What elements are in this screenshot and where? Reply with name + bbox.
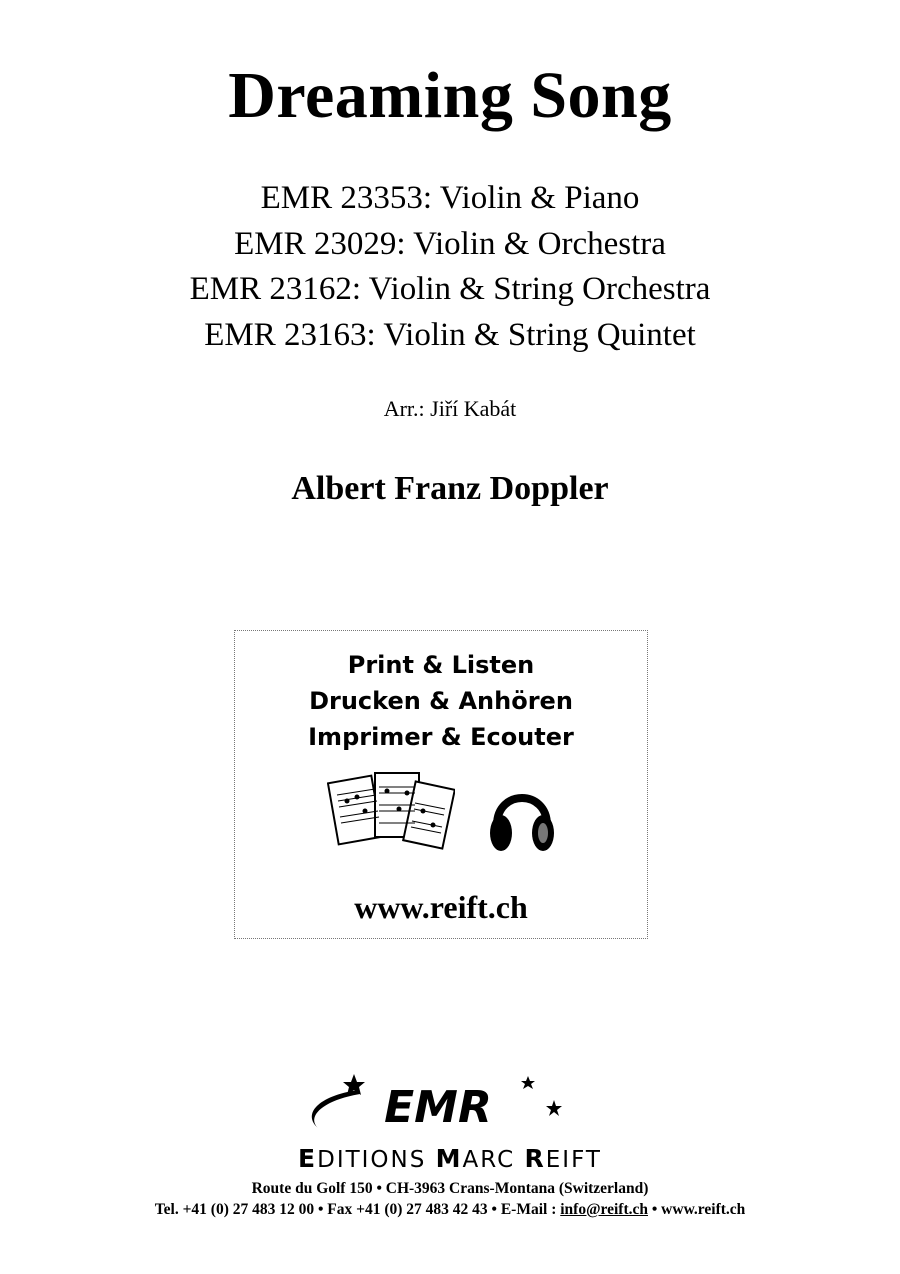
sheet-music-icon bbox=[327, 767, 455, 863]
headphones-icon bbox=[487, 775, 557, 863]
publisher-initial: M bbox=[435, 1144, 463, 1173]
edition-item: EMR 23029: Violin & Orchestra bbox=[234, 225, 666, 262]
email-link[interactable]: info@reift.ch bbox=[560, 1201, 648, 1218]
publisher-name bbox=[0, 1144, 900, 1173]
edition-item: EMR 23163: Violin & String Quintet bbox=[204, 316, 696, 353]
contact-phone-fax: Tel. +41 (0) 27 483 12 00 • Fax +41 (0) 27 483 42 43 • E-Mail : bbox=[154, 1201, 561, 1218]
promo-line: Imprimer & Ecouter bbox=[308, 723, 574, 751]
website-link[interactable]: www.reift.ch bbox=[354, 889, 528, 925]
logo-text: EMR bbox=[384, 1082, 492, 1133]
publisher-word: DITIONS bbox=[317, 1147, 436, 1173]
composer: Albert Franz Doppler bbox=[291, 470, 609, 507]
edition-item: EMR 23162: Violin & String Orchestra bbox=[189, 271, 711, 307]
promo-text bbox=[235, 647, 647, 755]
contact-website: • www.reift.ch bbox=[648, 1201, 746, 1218]
publisher-address: Route du Golf 150 • CH-3963 Crans-Montana (Switzerland) bbox=[251, 1180, 649, 1197]
promo-line: Print & Listen bbox=[347, 651, 535, 679]
publisher-word: ARC bbox=[462, 1147, 525, 1173]
edition-item: EMR 23353: Violin & Piano bbox=[260, 180, 640, 216]
publisher-contact bbox=[0, 1201, 900, 1219]
edition-list bbox=[0, 176, 900, 358]
publisher-word: EIFT bbox=[545, 1147, 602, 1173]
print-listen-box[interactable] bbox=[234, 630, 648, 939]
promo-line: Drucken & Anhören bbox=[309, 687, 573, 715]
arranger: Arr.: Jiří Kabát bbox=[383, 396, 517, 421]
publisher-initial: E bbox=[298, 1144, 318, 1173]
publisher-initial: R bbox=[524, 1144, 546, 1173]
page-title: Dreaming Song bbox=[228, 59, 672, 132]
emr-logo bbox=[298, 1070, 578, 1142]
